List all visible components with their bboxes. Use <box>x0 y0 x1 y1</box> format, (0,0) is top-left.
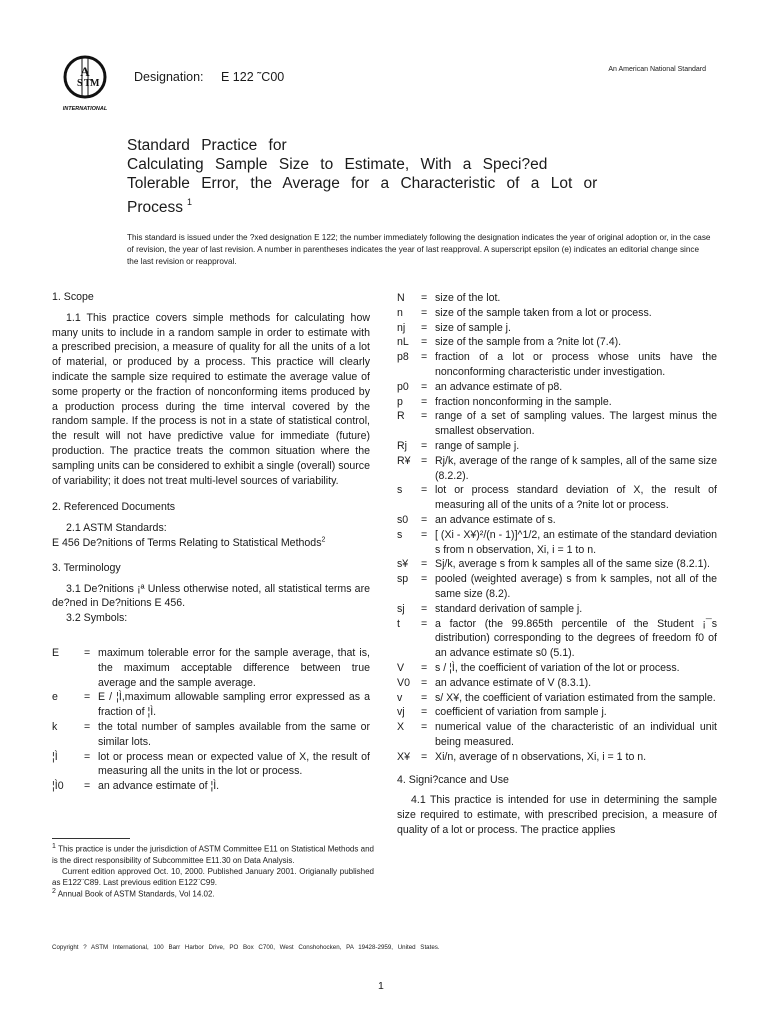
symbol-definition: fraction nonconforming in the sample. <box>435 395 612 408</box>
symbol-row <box>397 321 717 336</box>
footnote-2: $^2$ Annual Book of ASTM Standards, Vol 14.02. <box>52 887 215 899</box>
copyright-notice: Copyright ? ASTM International, 100 Barr Harbor Drive, PO Box C700, West Conshohocken, PA 19428-2959, United States. <box>52 944 440 951</box>
symbol-definition: Sj/k, average s from k samples all of the same size (8.2.1). <box>435 558 710 571</box>
symbol-row <box>397 291 717 306</box>
symbol-definition: size of sample j. <box>435 321 511 334</box>
symbol-row <box>397 439 717 454</box>
symbol-definition: an advance estimate of ¦Ì. <box>98 780 220 793</box>
equals-sign: = <box>421 439 428 452</box>
e456-footnote-mark: 2 <box>321 536 326 544</box>
symbol: ¦Ì <box>52 750 58 763</box>
symbol: nj <box>397 321 406 334</box>
symbols-heading: 3.2 Symbols: <box>66 612 128 625</box>
equals-sign: = <box>421 454 428 467</box>
symbol-row <box>397 306 717 321</box>
symbol: sj <box>397 602 405 615</box>
symbol-definition: numerical value of the characteristic of an individual unit being measured. <box>435 721 717 748</box>
symbol-row <box>397 483 717 513</box>
symbol-definition: lot or process mean or expected value of X, the result of measuring all the units in the lot or process. <box>98 750 370 778</box>
symbol: sp <box>397 573 409 586</box>
issued-note: This standard is issued under the ?xed designation E 122; the number immediately following the designation indicates the year of original adoption or, in the case of revision, the year of last revision. A number in parentheses indicates the year of last reapproval. A superscript epsilon (e) indicates an editorial change since the last revision or reapproval. <box>127 233 711 266</box>
symbol: k <box>52 720 58 733</box>
symbol-definition: the total number of samples available from the same or similar lots. <box>98 720 370 748</box>
symbol: n <box>397 306 403 319</box>
symbol: p0 <box>397 380 409 393</box>
symbol-definition: range of sample j. <box>435 439 520 452</box>
symbol-row <box>397 395 717 410</box>
symbol: s¥ <box>397 558 409 571</box>
equals-sign: = <box>421 691 428 704</box>
symbol: V0 <box>397 676 410 689</box>
symbol: p8 <box>397 351 409 364</box>
equals-sign: = <box>421 395 428 408</box>
definitions-text: 3.1 De?nitions ¡ª Unless otherwise noted, all statistical terms are de?ned in De?nitions E 456. <box>52 582 370 610</box>
symbol-row <box>397 661 717 676</box>
equals-sign: = <box>421 676 428 689</box>
designation <box>134 70 298 84</box>
svg-text:S: S <box>77 78 83 89</box>
symbol-row <box>397 380 717 395</box>
title-line: Process <box>127 199 183 216</box>
equals-sign: = <box>421 336 428 349</box>
left-symbol-list <box>52 646 370 794</box>
symbol-row <box>397 350 717 380</box>
equals-sign: = <box>421 558 428 571</box>
equals-sign: = <box>421 513 428 526</box>
terminology-heading: 3. Terminology <box>52 561 121 574</box>
equals-sign: = <box>421 380 428 393</box>
footnote-1: $^1$ This practice is under the jurisdiction of ASTM Committee E11 on Statistical Methods and is the direct responsibility of Subcommittee E11.30 on Data Analysis. <box>52 843 375 865</box>
symbol-definition: pooled (weighted average) s from k samples, not all of the same size (8.2). <box>435 573 717 600</box>
symbol-row: e = E / ¦Ì,maximum allowable sampling error expressed as a fraction of ¦Ì. <box>52 691 370 719</box>
symbol: s <box>397 484 403 497</box>
astm-logo <box>60 50 110 120</box>
e456-reference <box>52 536 370 551</box>
equals-sign: = <box>421 721 428 734</box>
equals-sign: = <box>421 306 428 319</box>
symbol-row <box>397 528 717 558</box>
symbol-definition: s/ X¥, the coefficient of variation estimated from the sample. <box>435 691 716 704</box>
significance-heading: 4. Signi?cance and Use <box>397 773 509 786</box>
designation-label: Designation: <box>134 70 204 84</box>
symbol-definition: maximum tolerable error for the sample average, that is, the maximum acceptable difference between true average and the sample average. <box>98 646 370 689</box>
symbol-definition: Rj/k, average of the range of k samples, all of the same size (8.2.2). <box>435 454 717 482</box>
right-column <box>397 291 717 838</box>
symbol: nL <box>397 336 409 349</box>
symbol-row <box>397 557 717 572</box>
symbol-definition: an advance estimate of s. <box>435 513 556 526</box>
equals-sign: = <box>421 661 428 674</box>
symbol: e <box>52 691 58 704</box>
symbol-definition: standard derivation of sample j. <box>435 602 583 615</box>
svg-text:A: A <box>80 64 90 79</box>
symbol-row <box>397 513 717 528</box>
symbol-row <box>397 691 717 706</box>
significance-text: 4.1 This practice is intended for use in determining the sample size required to estimate, with prescribed precision, a measure of quality of a lot or process. The practice applies <box>397 794 717 836</box>
refdocs-heading: 2. Referenced Documents <box>52 501 176 514</box>
symbol: X <box>397 721 405 734</box>
symbol: p <box>397 395 403 408</box>
symbol-row: ¦Ì0 = an advance estimate of ¦Ì. <box>52 779 370 794</box>
symbol: vj <box>397 706 405 719</box>
symbol: R <box>397 410 405 423</box>
title-line: Tolerable Error, the Average for a Characteristic of a Lot or <box>127 175 598 192</box>
symbol-definition: an advance estimate of V (8.3.1). <box>435 676 592 689</box>
symbol-row: k = the total number of samples available from the same or similar lots. <box>52 720 370 748</box>
symbol-row: E = maximum tolerable error for the sample average, that is, the maximum acceptable difference between true average and the sample average. <box>52 646 370 689</box>
symbol-row <box>397 409 717 439</box>
symbol-definition: s / ¦Ì, the coefficient of variation of the lot or process. <box>435 661 680 674</box>
equals-sign: = <box>421 573 428 586</box>
symbol: V <box>397 661 405 674</box>
title-line: Calculating Sample Size to Estimate, With a Speci?ed <box>127 156 548 173</box>
page-number: 1 <box>378 980 384 992</box>
symbol-definition: size of the lot. <box>435 292 501 304</box>
symbol-row <box>397 676 717 691</box>
equals-sign: = <box>421 410 428 423</box>
symbol-definition: lot or process standard deviation of X, the result of measuring all of the units of a ?nite lot or process. <box>435 484 717 512</box>
equals-sign: = <box>421 750 428 763</box>
symbol: v <box>397 691 403 704</box>
symbol-definition: a factor (the 99.865th percentile of the Student ¡¯s distribution) corresponding to the degrees of freedom f0 of an advance estimate s0 (5.1). <box>435 617 717 660</box>
symbol: ¦Ì0 <box>52 780 64 793</box>
equals-sign: = <box>421 617 428 630</box>
equals-sign: = <box>421 484 428 497</box>
symbol: s0 <box>397 513 409 526</box>
designation-value: E 122 ˜C00 <box>220 70 285 84</box>
left-column <box>52 290 370 794</box>
footnote-1-edition: Current edition approved Oct. 10, 2000. Published January 2001. Origianally published as E122¨C89. Last previous edition E122¨C99. <box>52 866 374 887</box>
symbol: E <box>52 646 60 659</box>
symbol-row <box>397 335 717 350</box>
astm-standards-label: 2.1 ASTM Standards: <box>66 522 167 535</box>
equals-sign: = <box>421 321 428 334</box>
footnote-rule <box>52 838 130 839</box>
right-symbol-list <box>397 291 717 765</box>
svg-text:T: T <box>84 78 91 89</box>
scope-text: 1.1 This practice covers simple methods for calculating how many units to include in a random sample in order to estimate with a prescribed precision, a measure of quality for all the units of a lot of material, or produced by a process. This practice will clearly indicate the sample size required to estimate the average value of some property or the fraction of nonconforming items produced by a production process during the time interval covered by the random sample. If the process is not in a state of statistical control, the result will not have predictive value for immediate (future) production. The practice treats the common situation where the sampling units can be considered to exhibit a single (overall) source of variability; it does not treat multi-level sources of variability. <box>52 311 370 487</box>
symbol-definition: size of the sample from a ?nite lot (7.4). <box>435 336 622 349</box>
symbol-definition: size of the sample taken from a lot or process. <box>435 306 652 319</box>
equals-sign: = <box>421 292 428 304</box>
equals-sign: = <box>421 351 428 364</box>
symbol-definition: an advance estimate of p8. <box>435 380 563 393</box>
scope-heading: 1. Scope <box>52 291 94 303</box>
svg-text:INTERNATIONAL: INTERNATIONAL <box>62 106 108 112</box>
symbol-row: ¦Ì = lot or process mean or expected value of X, the result of measuring all the units in the lot or process. <box>52 750 370 778</box>
symbol: t <box>397 617 400 630</box>
symbol-definition: range of a set of sampling values. The largest minus the smallest observation. <box>435 410 717 438</box>
symbol-row <box>397 602 717 617</box>
symbol-definition: E / ¦Ì,maximum allowable sampling error expressed as a fraction of ¦Ì. <box>98 691 370 719</box>
symbol-row <box>397 750 717 765</box>
symbol-row <box>397 617 717 661</box>
symbol: s <box>397 528 403 541</box>
symbol-row <box>397 454 717 484</box>
svg-text:M: M <box>90 78 100 89</box>
footnotes <box>52 843 374 899</box>
symbol: X¥ <box>397 750 410 763</box>
symbol: Rj <box>397 439 408 452</box>
equals-sign: = <box>421 602 428 615</box>
symbol-row <box>397 572 717 602</box>
title-line: Standard Practice for <box>127 137 287 154</box>
document-title <box>127 136 647 217</box>
symbol-row <box>397 705 717 720</box>
title-footnote-mark: 1 <box>187 197 193 207</box>
symbol-definition: [ (Xi - X¥)²/(n - 1)]^1/2, an estimate of the standard deviation s from n observation, Xi, i = 1 to n. <box>435 528 717 556</box>
symbol-definition: fraction of a lot or process whose units have the nonconforming characteristic under investigation. <box>435 351 717 378</box>
symbol-row <box>397 720 717 750</box>
symbol: R¥ <box>397 454 411 467</box>
symbol-definition: coefficient of variation from sample j. <box>435 706 607 719</box>
symbol: N <box>397 292 405 304</box>
equals-sign: = <box>421 706 428 719</box>
symbol-definition: Xi/n, average of n observations, Xi, i = 1 to n. <box>435 750 647 763</box>
e456-text: E 456 De?nitions of Terms Relating to Statistical Methods <box>52 536 322 549</box>
national-standard: An American National Standard <box>608 66 706 73</box>
equals-sign: = <box>421 528 428 541</box>
